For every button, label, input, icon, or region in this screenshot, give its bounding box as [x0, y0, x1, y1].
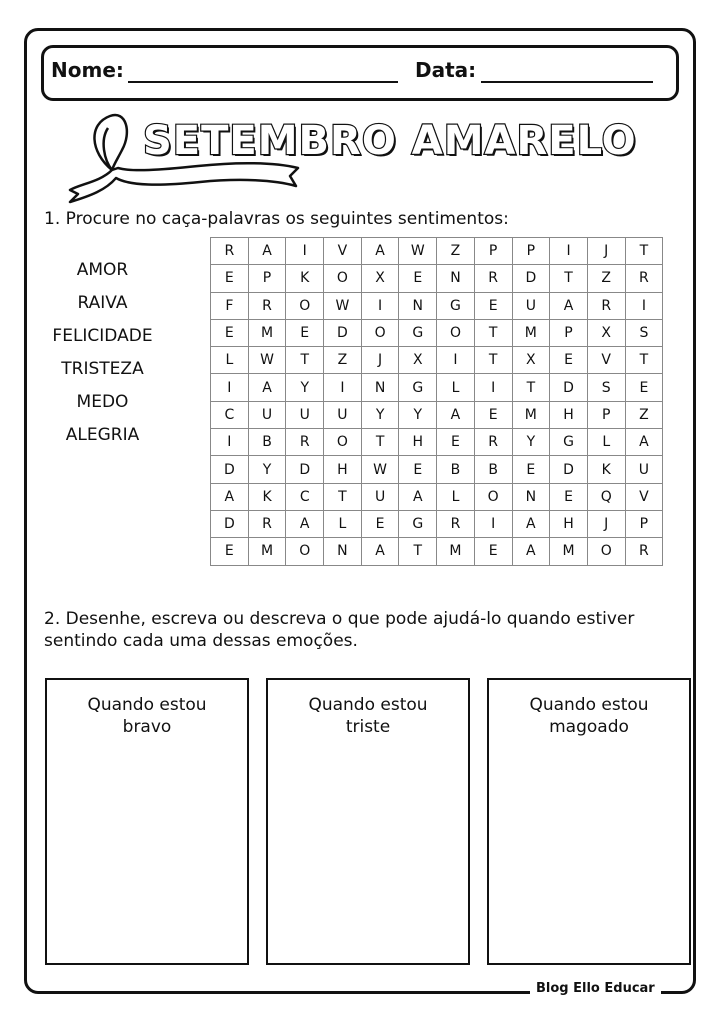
grid-cell[interactable]: B [474, 456, 512, 483]
grid-cell[interactable]: A [361, 238, 399, 265]
grid-cell[interactable]: E [399, 456, 437, 483]
footer-credit: Blog Ello Educar [530, 981, 661, 996]
grid-cell[interactable]: J [587, 238, 625, 265]
grid-cell[interactable]: T [625, 238, 663, 265]
grid-cell[interactable]: T [625, 347, 663, 374]
grid-cell[interactable]: O [286, 538, 324, 565]
grid-cell[interactable]: R [437, 510, 475, 537]
word-item-raiva: RAIVA [77, 293, 128, 313]
grid-cell[interactable]: R [474, 265, 512, 292]
grid-row [211, 456, 663, 483]
grid-cell[interactable]: I [437, 347, 475, 374]
answer-box-title-line-2: triste [345, 717, 391, 737]
grid-cell[interactable]: U [361, 483, 399, 510]
grid-cell[interactable]: H [550, 401, 588, 428]
grid-cell[interactable]: Z [437, 238, 475, 265]
grid-cell[interactable]: S [587, 374, 625, 401]
grid-cell[interactable]: I [474, 374, 512, 401]
grid-cell[interactable]: T [512, 374, 550, 401]
grid-cell[interactable]: U [512, 292, 550, 319]
grid-cell[interactable]: D [512, 265, 550, 292]
grid-cell[interactable]: D [324, 319, 362, 346]
grid-row [211, 238, 663, 265]
grid-cell[interactable]: N [324, 538, 362, 565]
grid-cell[interactable]: U [324, 401, 362, 428]
grid-cell[interactable]: T [399, 538, 437, 565]
grid-cell[interactable]: E [474, 401, 512, 428]
grid-cell[interactable]: P [625, 510, 663, 537]
grid-cell[interactable]: T [474, 347, 512, 374]
answer-box-title [489, 694, 689, 738]
grid-cell[interactable]: D [286, 456, 324, 483]
grid-cell[interactable]: E [211, 319, 249, 346]
grid-cell[interactable]: P [474, 238, 512, 265]
grid-cell[interactable]: X [399, 347, 437, 374]
grid-cell[interactable]: G [550, 429, 588, 456]
grid-cell[interactable]: M [437, 538, 475, 565]
grid-cell[interactable]: L [211, 347, 249, 374]
grid-cell[interactable]: N [437, 265, 475, 292]
page-title: SETEMBRO AMARELO [143, 118, 637, 164]
grid-cell[interactable]: G [399, 374, 437, 401]
grid-cell[interactable]: P [550, 319, 588, 346]
grid-cell[interactable]: L [324, 510, 362, 537]
grid-cell[interactable]: C [211, 401, 249, 428]
grid-cell[interactable]: P [512, 238, 550, 265]
grid-cell[interactable]: H [399, 429, 437, 456]
grid-cell[interactable]: G [399, 319, 437, 346]
grid-cell[interactable]: A [286, 510, 324, 537]
grid-cell[interactable]: X [361, 265, 399, 292]
grid-cell[interactable]: W [399, 238, 437, 265]
grid-row [211, 319, 663, 346]
grid-cell[interactable]: M [512, 401, 550, 428]
grid-cell[interactable]: W [324, 292, 362, 319]
grid-cell[interactable]: E [211, 265, 249, 292]
word-item-alegria: ALEGRIA [65, 425, 140, 445]
grid-row [211, 429, 663, 456]
grid-cell[interactable]: Y [361, 401, 399, 428]
grid-cell[interactable]: Z [625, 401, 663, 428]
grid-cell[interactable]: A [625, 429, 663, 456]
grid-cell[interactable]: R [211, 238, 249, 265]
grid-cell[interactable]: O [474, 483, 512, 510]
grid-row [211, 265, 663, 292]
answer-box-title-line-2: magoado [549, 717, 629, 737]
answer-box-magoado[interactable] [487, 678, 691, 965]
grid-cell[interactable]: V [587, 347, 625, 374]
answer-box-title [47, 694, 247, 738]
grid-cell[interactable]: D [211, 456, 249, 483]
answer-box-title-line-2: bravo [122, 717, 172, 737]
grid-cell[interactable]: E [437, 429, 475, 456]
grid-cell[interactable]: O [286, 292, 324, 319]
grid-cell[interactable]: A [248, 374, 286, 401]
grid-cell[interactable]: G [437, 292, 475, 319]
answer-box-triste[interactable] [266, 678, 470, 965]
grid-cell[interactable]: E [474, 538, 512, 565]
grid-cell[interactable]: Z [587, 265, 625, 292]
grid-cell[interactable]: I [211, 374, 249, 401]
grid-row [211, 510, 663, 537]
word-search-grid [210, 237, 663, 566]
grid-cell[interactable]: O [587, 538, 625, 565]
grid-cell[interactable]: O [437, 319, 475, 346]
grid-cell[interactable]: O [324, 265, 362, 292]
grid-cell[interactable]: R [587, 292, 625, 319]
grid-cell[interactable]: A [361, 538, 399, 565]
grid-cell[interactable]: L [587, 429, 625, 456]
grid-cell[interactable]: N [361, 374, 399, 401]
grid-cell[interactable]: I [474, 510, 512, 537]
word-item-felicidade: FELICIDADE [52, 326, 153, 346]
grid-cell[interactable]: K [286, 265, 324, 292]
grid-cell[interactable]: W [361, 456, 399, 483]
grid-cell[interactable]: A [437, 401, 475, 428]
grid-cell[interactable]: E [550, 347, 588, 374]
grid-cell[interactable]: U [286, 401, 324, 428]
grid-cell[interactable]: M [550, 538, 588, 565]
grid-cell[interactable]: E [550, 483, 588, 510]
grid-cell[interactable]: R [625, 265, 663, 292]
grid-cell[interactable]: W [248, 347, 286, 374]
grid-cell[interactable]: R [248, 292, 286, 319]
grid-cell[interactable]: E [399, 265, 437, 292]
grid-cell[interactable]: G [399, 510, 437, 537]
header-box [41, 45, 679, 101]
grid-cell[interactable]: I [286, 238, 324, 265]
grid-cell[interactable]: O [324, 429, 362, 456]
grid-cell[interactable]: K [248, 483, 286, 510]
grid-cell[interactable]: M [512, 319, 550, 346]
date-label: Data: [415, 58, 477, 82]
grid-cell[interactable]: E [625, 374, 663, 401]
grid-cell[interactable]: A [550, 292, 588, 319]
word-item-medo: MEDO [76, 392, 129, 412]
question-1: 1. Procure no caça-palavras os seguintes sentimentos: [44, 209, 509, 229]
grid-cell[interactable]: U [248, 401, 286, 428]
grid-cell[interactable]: V [625, 483, 663, 510]
grid-cell[interactable]: D [550, 374, 588, 401]
grid-cell[interactable]: M [248, 319, 286, 346]
grid-cell[interactable]: A [512, 510, 550, 537]
grid-cell[interactable]: A [248, 238, 286, 265]
grid-cell[interactable]: L [437, 483, 475, 510]
grid-cell[interactable]: T [361, 429, 399, 456]
grid-cell[interactable]: U [625, 456, 663, 483]
name-field[interactable] [128, 81, 398, 83]
grid-row [211, 374, 663, 401]
grid-cell[interactable]: K [587, 456, 625, 483]
grid-cell[interactable]: J [587, 510, 625, 537]
grid-cell[interactable]: P [248, 265, 286, 292]
grid-cell[interactable]: E [361, 510, 399, 537]
grid-cell[interactable]: H [550, 510, 588, 537]
answer-box-title-line-1: Quando estou [87, 695, 207, 715]
grid-cell[interactable]: T [474, 319, 512, 346]
grid-cell[interactable]: R [474, 429, 512, 456]
grid-cell[interactable]: V [324, 238, 362, 265]
question-2-line-1: 2. Desenhe, escreva ou descreva o que pode ajudá-lo quando estiver [44, 609, 635, 629]
grid-cell[interactable]: I [550, 238, 588, 265]
grid-cell[interactable]: D [550, 456, 588, 483]
grid-cell[interactable]: E [211, 538, 249, 565]
word-item-amor: AMOR [76, 260, 129, 280]
grid-row [211, 483, 663, 510]
grid-cell[interactable]: Q [587, 483, 625, 510]
grid-row [211, 538, 663, 565]
grid-cell[interactable]: J [361, 347, 399, 374]
grid-cell[interactable]: I [324, 374, 362, 401]
question-2-line-2: sentindo cada uma dessas emoções. [44, 631, 358, 651]
grid-cell[interactable]: O [361, 319, 399, 346]
grid-cell[interactable]: E [512, 456, 550, 483]
grid-cell[interactable]: E [286, 319, 324, 346]
grid-cell[interactable]: I [625, 292, 663, 319]
answer-box-title-line-1: Quando estou [308, 695, 428, 715]
grid-cell[interactable]: Y [286, 374, 324, 401]
grid-cell[interactable]: I [211, 429, 249, 456]
grid-cell[interactable]: H [324, 456, 362, 483]
grid-cell[interactable]: R [286, 429, 324, 456]
grid-cell[interactable]: A [512, 538, 550, 565]
grid-cell[interactable]: Y [399, 401, 437, 428]
grid-cell[interactable]: A [211, 483, 249, 510]
date-field[interactable] [481, 81, 653, 83]
grid-cell[interactable]: T [550, 265, 588, 292]
grid-cell[interactable]: P [587, 401, 625, 428]
answer-box-title [268, 694, 468, 738]
grid-cell[interactable]: M [248, 538, 286, 565]
grid-cell[interactable]: D [211, 510, 249, 537]
grid-cell[interactable]: Z [324, 347, 362, 374]
grid-cell[interactable]: E [474, 292, 512, 319]
grid-cell[interactable]: L [437, 374, 475, 401]
word-list [40, 254, 165, 452]
grid-cell[interactable]: R [248, 510, 286, 537]
grid-cell[interactable]: X [587, 319, 625, 346]
answer-box-title-line-1: Quando estou [529, 695, 649, 715]
grid-cell[interactable]: F [211, 292, 249, 319]
grid-row [211, 292, 663, 319]
grid-cell[interactable]: R [625, 538, 663, 565]
grid-cell[interactable]: Y [248, 456, 286, 483]
grid-cell[interactable]: N [512, 483, 550, 510]
grid-cell[interactable]: C [286, 483, 324, 510]
grid-row [211, 401, 663, 428]
grid-cell[interactable]: Y [512, 429, 550, 456]
grid-row [211, 347, 663, 374]
word-item-tristeza: TRISTEZA [61, 359, 144, 379]
name-label: Nome: [51, 58, 124, 82]
grid-cell[interactable]: B [437, 456, 475, 483]
grid-cell[interactable]: N [399, 292, 437, 319]
grid-cell[interactable]: T [324, 483, 362, 510]
grid-cell[interactable]: T [286, 347, 324, 374]
answer-box-bravo[interactable] [45, 678, 249, 965]
grid-cell[interactable]: X [512, 347, 550, 374]
grid-cell[interactable]: A [399, 483, 437, 510]
grid-cell[interactable]: B [248, 429, 286, 456]
grid-cell[interactable]: I [361, 292, 399, 319]
grid-cell[interactable]: S [625, 319, 663, 346]
